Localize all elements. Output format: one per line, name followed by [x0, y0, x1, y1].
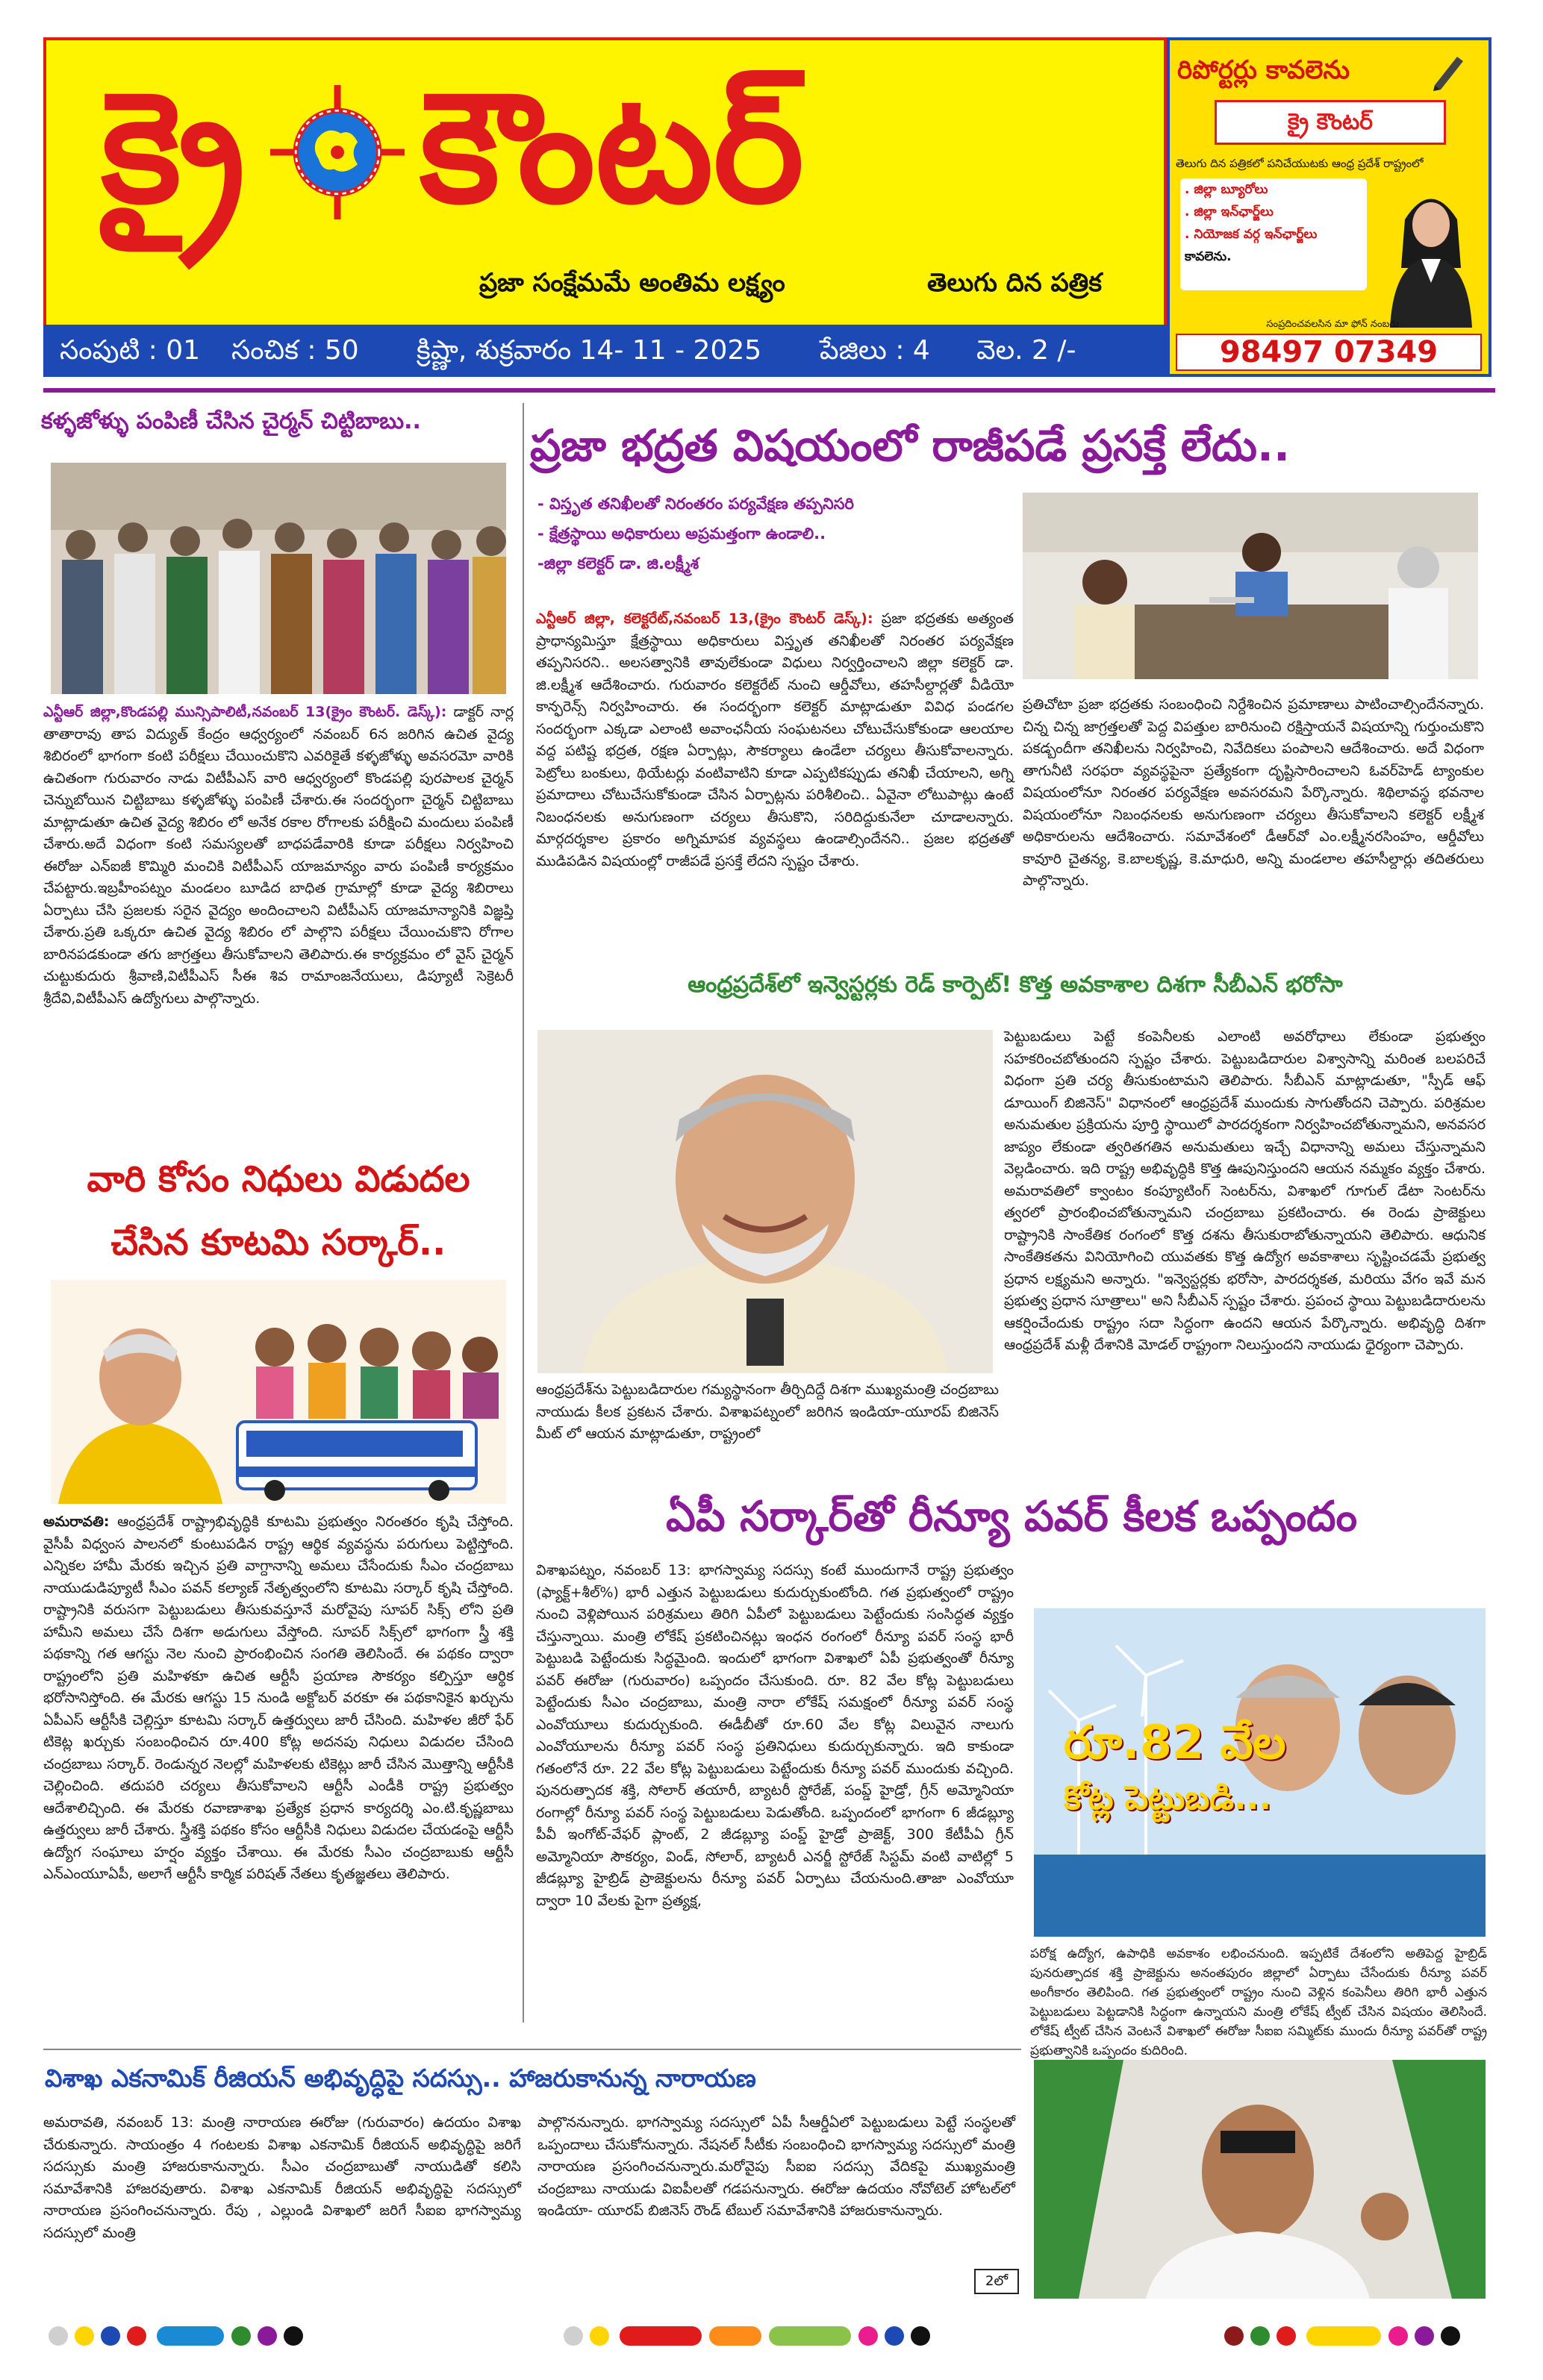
article-2-text: ప్రజా భద్రతకు అత్యంత ప్రాధాన్యమిస్తూ క్షేత్రస్థాయి అధికారులు విస్తృత తనిఖీలతో నిరంతర పర్యవేక్షణ తప్పనిసరని.. అలసత్వానికి తావులేకుండా విధులు నిర్వర్తించాలని జిల్లా కలెక్టర్ డా. జి.లక్ష్మీశ ఆదేశించారు. గురువారం కలెక్టరేట్ నుంచి ఆర్డీవోలు, తహసీల్దార్లతో వీడియో కాన్ఫరెన్స్ నిర్వహించారు. ఈ సందర్భంగా కలెక్టర్ మాట్లాడుతూ వివిధ పండగల సందర్భంగా ఎక్కడా ఎలాంటి అవాంఛనీయ సంఘటనలు చోటుచేసుకోకుండా ఆలయాల వద్ద పటిష్ట భద్రత, రక్షణ ఏర్పాట్లు, సౌకర్యాలు ఉండేలా చర్యలు తీసుకోవాలన్నారు. పెట్రోలు బంకులు, థియేటర్లు వంటివాటిని కూడా ఎప్పటికప్పుడు తనిఖీ చేయాలని, అగ్ని ప్రమాదాలు చోటుచేసుకోకుండా చేసిన ఏర్పాట్లను పరిశీలించి.. ఏవైనా లోటుపాట్లు ఉంటే నిబంధనలకు అనుగుణంగా చర్యలు తీసుకొని, సరిదిద్దుకునేలా చూడాలన్నారు. మార్గదర్శకాల ప్రకారం అగ్నిమాపక వ్యవస్థలు ఉండాల్సిందేనని.. ప్రజల భద్రతతో ముడిపడిన విషయంల్లో రాజీపడే ప్రసక్తే లేదని స్పష్టం చేశారు.	[536, 610, 1014, 869]
article-3-photo	[51, 1280, 506, 1504]
pages-label: పేజిలు : 4	[820, 335, 930, 366]
article-1-photo	[51, 463, 506, 694]
article-5-photo	[1034, 1608, 1486, 1937]
article-6-body-right: పాల్గొననున్నారు. భాగస్వామ్య సదస్సులో ఏపీ సీఆర్డీఏలో పెట్టుబడులు పెట్టే సంస్థలతో ఒప్పందాలు చేసుకోనున్నారు. నేషనల్ సీటీకు సంబంధించి భాగస్వామ్య సదస్సులో మంత్రి నారాయణ ప్రసంగించనున్నారు.మరోవైపు సీఐఐ సదస్సు వేదికపై ముఖ్యమంత్రి చంద్రబాబు నాయుడు విఐపీలతో గడపనున్నారు. ఈరోజు ఉదయం నోవోటెల్ హోటల్‌లో ఇండియా- యూరప్ బిజినెస్ రౌండ్ టేబుల్ సమావేశానికి హాజరుకానున్నారు.	[537, 2114, 1015, 2219]
article-3-title-line1: వారి కోసం నిధులు విడుదల	[87, 1158, 470, 1200]
ad-heading: రిపోర్టర్లు కావలెను	[1177, 55, 1350, 85]
video-conference-illustration	[1023, 493, 1478, 679]
paper-type: తెలుగు దిన పత్రిక	[927, 268, 1102, 298]
continued-marker: 2లో	[974, 2269, 1019, 2294]
masthead-divider	[43, 388, 1495, 393]
left-column-divider	[523, 403, 524, 2023]
place-date-label: క్రిష్ణా, శుక్రవారం 14- 11 - 2025	[417, 335, 762, 366]
reg-bar	[769, 2326, 851, 2346]
article-5-body: విశాఖపట్నం, నవంబర్ 13: భాగస్వామ్య సదస్సు కంటే ముందుగానే రాష్ట్ర ప్రభుత్వం (ఫ్యాక్ట్+శీల్%) భారీ ఎత్తున పెట్టుబడులు కుదుర్చుకుంటోంది. గత ప్రభుత్వంలో రాష్ట్రం నుంచి వెళ్లిపోయిన పరిశ్రమలు తిరిగి ఏపీలో పెట్టుబడులు పెట్టేందుకు సంసిద్ధత వ్యక్తం చేస్తున్నాయి. మంత్రి లోకేష్ ప్రకటించినట్లు ఇంధన రంగంలో రీన్యూ పవర్ సంస్థ భారీ పెట్టుబడి పెట్టేందుకు సిద్ధమైంది. ఇందులో భాగంగా విశాఖలో ఏపీ ప్రభుత్వంతో రీన్యూ పవర్ ఈరోజు (గురువారం) ఒప్పందం చేసుకుంది. రూ. 82 వేల కోట్ల పెట్టుబడులు పెట్టేందుకు సీఎం చంద్రబాబు, మంత్రి నారా లోకేష్ సమక్షంలో రీన్యూ పవర్ సంస్థ ఎంవోయూలు కుదుర్చుకుంది. ఈడీబీతో రూ.60 వేల కోట్ల విలువైన నాలుగు ఎంవోయూలను రీన్యూ పవర్ సంస్థ ప్రతినిధులు కుదుర్చుకున్నారు. ఇది కాకుండా గతంలోనే రూ. 22 వేల కోట్ల పెట్టుబడులు పెట్టేందుకు రీన్యూ పవర్ ముందుకు వచ్చింది. పునరుత్పాదక శక్తి, సోలార్ తయారీ, బ్యాటరీ స్టోరేజ్, పంప్డ్ హైడ్రో, గ్రీన్ అమ్మోనియా రంగాల్లో రీన్యూ పవర్ సంస్థ పెట్టుబడులు పెడుతోంది. ఒప్పందంలో భాగంగా 6 జీడబ్ల్యూ పీవీ ఇంగోట్-వేఫర్ ప్లాంట్, 2 జీడబ్ల్యూ పంప్డ్ హైడ్రో ప్రాజెక్ట్, 300 కేటీపీఏ గ్రీన్ అమ్మోనియా సౌకర్యం, విండ్, సోలార్, బ్యాటరీ ఎనర్జీ స్టోరేజ్ సిస్టమ్ వంటి వాటిల్లో 5 జీడబ్ల్యూ హైబ్రిడ్ ప్రాజెక్టులను రీన్యూ పవర్ ఏర్పాటు చేయనుంది.తాజా ఎంవోయూ ద్వారా 10 వేలకు పైగా ప్రత్యక్ష,	[536, 1562, 1014, 1909]
volume-label: సంపుటి : 01	[60, 335, 201, 366]
reg-dot	[590, 2326, 609, 2346]
article-2-dateline: ఎన్టీఆర్ జిల్లా, కలెక్టరేట్,నవంబర్ 13,(క్రైం కౌంటర్ డెస్క్):	[536, 610, 873, 627]
article-5-body-right: పరోక్ష ఉద్యోగ, ఉపాధికి అవకాశం లభించనుంది. ఇప్పటికే దేశంలోని అతిపెద్ద హైబ్రిడ్ పునరుత్పాదక శక్తి ప్రాజెక్టును అనంతపురం జిల్లాలో ఏర్పాటు చేసేందుకు రీన్యూ పవర్ అంగీకారం తెలిపింది. గత ప్రభుత్వంలో రాష్ట్రం నుంచి వెళ్లిన కంపెనీలు తిరిగి భారీ ఎత్తున పెట్టుబడులు పెట్టడానికి సిద్ధంగా ఉన్నాయని మంత్రి లోకేష్ ట్వీట్ చేసిన విషయం తెలిసిందే. లోకేష్ ట్వీట్ చేసిన వెంటనే విశాఖలో ఈరోజు సీఐఐ సమ్మిట్‌కు ముందు రీన్యూ పవర్‌తో రాష్ట్ర ప్రభుత్వానికి ఒప్పందం కుదిరింది.	[1030, 1946, 1487, 2058]
article-5-title: ఏపీ సర్కార్‌తో రీన్యూ పవర్ కీలక ఒప్పందం	[665, 1493, 1357, 1541]
article-1-text: డాక్టర్ నార్ల తాతారావు తాప విద్యుత్ కేంద్రం ఆధ్వర్యంలో నవంబర్ 6న జరిగిన ఉచిత వైద్య శిబిరంలో భాగంగా కంటి పరీక్షలు చేయించుకొని ఎవరికైతే కళ్ళజోళ్ళు అవసరమో వారికి ఉచితంగా గురువారం నాడు విటీపీఎస్ వారి ఆధ్వర్యంలో కొండపల్లి పురపాలక చైర్మన్ చెన్నుబోయిన చిట్టిబాబు కళ్ళజోళ్ళు పంపిణీ చేశారు.ఈ సందర్భంగా చైర్మన్ చిట్టిబాబు మాట్లాడుతూ ఉచిత వైద్య శిబిరం లో అనేక రకాల రోగాలకు పరీక్షించి మందులు పంపిణీ చేశారు.అదే విధంగా కంటి సమస్యలతో బాధపడేవారికి కూడా పరీక్షలు నిర్వహించి ఈరోజు ఎన్ఐజీ కొమ్మిరి మంచికి విటీపీఎస్ యాజమాన్యం వారు పంపిణీ కార్యక్రమం చేపట్టారు.ఇబ్రహీంపట్నం మండలం బూడిద బాధిత గ్రామాల్లో కూడా వైద్య శిబిరాలు ఏర్పాటు చేసి ప్రజలకు సరైన వైద్యం అందించాలని విటీపీఎస్ యాజమాన్యానికి విజ్ఞప్తి చేశారు.ప్రతి ఒక్కరూ ఉచిత వైద్య శిబిరం లో పాల్గొని పరీక్షలు చేయించుకొని రోగాల బారినపడకుండా తగు జాగ్రత్తలు తీసుకోవాలని తెలిపారు.ఈ కార్యక్రమం లో వైస్ చైర్మన్ చుట్టుకుదురు శ్రీవాణి,విటీపీఎస్ సీఈ శివ రామాంజనేయులు, డిప్యూటీ సెక్రెటరీ శ్రీదేవి,విటీపీఎస్ ఉద్యోగులు పాల్గొన్నారు.	[43, 704, 514, 1007]
minister-illustration	[1034, 2060, 1486, 2299]
reg-dot	[858, 2326, 878, 2346]
article-2-title: ప్రజా భద్రత విషయంలో రాజీపడే ప్రసక్తే లేదు..	[530, 420, 1291, 471]
masthead	[43, 37, 1167, 328]
article-1-body	[43, 702, 514, 1131]
reg-dot	[1250, 2326, 1270, 2346]
ad-phone: 98497 07349	[1219, 335, 1438, 369]
reg-dot	[127, 2326, 146, 2346]
cm-portrait-illustration	[537, 1030, 993, 1373]
ad-item-bureau: . జిల్లా బ్యూరోలు	[1185, 182, 1268, 197]
scheme-poster-illustration	[51, 1280, 506, 1504]
reg-dot	[231, 2326, 251, 2346]
article-4-body: ఆంధ్రప్రదేశ్‌ను పెట్టుబడిదారుల గమ్యస్థానంగా తీర్చిదిద్దే దిశగా ముఖ్యమంత్రి చంద్రబాబు నాయుడు కీలక ప్రకటన చేశారు. విశాఖపట్నంలో జరిగిన ఇండియా-యూరప్ బిజినెస్ మీట్ లో ఆయన మాట్లాడుతూ, రాష్ట్రంలో	[536, 1381, 999, 1442]
article-3-title-line2: చేసిన కూటమి సర్కార్..	[110, 1222, 446, 1264]
ad-contact-label: సంప్రదించవలసిన మా ఫోన్ నంబరు	[1266, 319, 1399, 330]
reg-bar	[620, 2326, 702, 2346]
article-6-body: అమరావతి, నవంబర్ 13: మంత్రి నారాయణ ఈరోజు (గురువారం) ఉదయం విశాఖ చేరుకున్నారు. సాయంత్రం 4 గంటలకు విశాఖ ఎకనామిక్ రీజియన్ అభివృద్ధిపై జరిగే సదస్సుకు మంత్రి హాజరుకానున్నారు. సీఎం చంద్రబాబుతో నాయుడితో కలిసి సమావేశానికి హాజరవుతారు. విశాఖ ఎకనామిక్ రీజియన్ అభివృద్ధిపై సదస్సులో నారాయణ ప్రసంగించనున్నారు. రేపు , ఎల్లుండి విశాఖలో జరిగే సీఐఐ భాగస్వామ్య సదస్సులో మంత్రి	[43, 2114, 521, 2241]
article-1-dateline: ఎన్టీఆర్ జిల్లా,కొండపల్లి మున్సిపాలిటీ,నవంబర్ 13(క్రైం కౌంటర్. డెస్క్):	[43, 704, 447, 720]
ad-intro: తెలుగు దిన పత్రికలో పనిచేయుటకు ఆంధ్ర ప్రదేశ్ రాష్ట్రంలో	[1176, 157, 1424, 170]
article-2-body	[536, 608, 1014, 1004]
article-2-bullet-1: - విస్తృత తనిఖీలతో నిరంతరం పర్యవేక్షణ తప్పనిసరి	[537, 495, 854, 513]
article-2-photo	[1023, 493, 1478, 679]
reg-dot	[1441, 2326, 1460, 2346]
tagline: ప్రజా సంక్షేమమే అంతిమ లక్ష్యం	[479, 268, 785, 298]
reg-dot	[1224, 2326, 1244, 2346]
article-3-dateline: అమరావతి:	[43, 1514, 110, 1530]
reg-bar	[157, 2326, 224, 2346]
ad-closing: కావలెను.	[1185, 249, 1232, 264]
ad-item-constituency-incharge: . నియోజక వర్గ ఇన్‌ఛార్జ్‌లు	[1185, 227, 1318, 242]
reg-bar	[1306, 2326, 1381, 2346]
reporters-ad	[1167, 37, 1491, 377]
article-2-bullets	[537, 489, 1000, 601]
reg-dot	[564, 2326, 583, 2346]
logo-right-text: కౌంటర్	[420, 60, 804, 237]
ad-brand-box	[1215, 100, 1446, 145]
article-2-body-cont: ప్రతిచోటా ప్రజా భద్రతకు సంబంధించి నిర్దేశించిన ప్రమాణాలు పాటించాల్సిందేనన్నారు. చిన్న చిన్న జాగ్రత్తలతో పెద్ద విపత్తుల బారినుంచి రక్షిస్తాయనే విషయాన్ని గుర్తుంచుకొని పకడ్బందీగా తనిఖీలను నిర్వహించి, నివేదికలు పంపాలని ఆదేశించారు. అదే విధంగా తాగునీటి సరఫరా వ్యవస్థపైనా ప్రత్యేకంగా దృష్టిసారించాలని ఓవర్‌హెడ్ ట్యాంకుల విషయంలోనూ నిరంతర పర్యవేక్షణ అవసరమని పేర్కొన్నారు. శిథిలావస్థ భవనాల విషయంలోనూ నిబంధనలకు అనుగుణంగా చర్యలు తీసుకోవాలని కలెక్టర్ లక్ష్మీశ అధికారులను ఆదేశించారు. సమావేశంలో డీఆర్‌వో ఎం.లక్ష్మీనరసింహం, ఆర్డీవోలు కావూరి చైతన్య, కె.బాలకృష్ణ, కె.మాధురి, అన్ని మండలాల తహసీల్దార్లు తదితరులు పాల్గొన్నారు.	[1023, 696, 1484, 889]
crosshair-globe-icon	[270, 85, 405, 219]
ad-phone-box	[1176, 334, 1482, 371]
price-label: వెల. 2 /-	[976, 335, 1076, 366]
reg-dot	[1388, 2326, 1408, 2346]
reg-dot	[75, 2326, 94, 2346]
reg-dot	[911, 2326, 930, 2346]
article-4-title: ఆంధ్రప్రదేశ్‌లో ఇన్వెస్టర్లకు రెడ్ కార్పెట్! కొత్త అవకాశాల దిశగా సీబీఎన్ భరోసా	[688, 972, 1343, 998]
reg-dot	[284, 2326, 303, 2346]
reg-dot	[885, 2326, 904, 2346]
group-photo-illustration	[51, 463, 506, 694]
article-1-title: కళ్ళజోళ్ళు పంపిణీ చేసిన చైర్మన్ చిట్టిబాబు..	[41, 408, 421, 434]
renew-caption-line2: కోట్ల పెట్టుబడి...	[1064, 1779, 1272, 1817]
reg-bar	[709, 2326, 761, 2346]
article-3-text: ఆంధ్రప్రదేశ్ రాష్ట్రాభివృద్ధికి కూటమి ప్రభుత్వం నిరంతరం కృషి చేస్తోంది. వైసీపీ విధ్వంస పాలనలో కుంటుపడిన రాష్ట్ర ఆర్థిక వ్యవస్థను పరుగులు పెట్టిస్తోంది. ఎన్నికల హామీ మేరకు ఇచ్చిన ప్రతి వాగ్దానాన్ని అమలు చేసేందుకు సీఎం చంద్రబాబు నాయుడుడిప్యూటీ సీఎం పవన్ కల్యాణ్ నేతృత్వంలోని కూటమి సర్కార్ కృషి చేస్తోంది. రాష్ట్రానికి వరుసగా పెట్టుబడులు తీసుకువస్తూనే మరోవైపు సూపర్ సిక్స్ లోని ప్రతి హామీని అమలు చేసే దిశగా అడుగులు వేస్తోంది. సూపర్ సిక్స్‌లో భాగంగా స్త్రీ శక్తి పథకాన్ని గత ఆగస్టు నెల నుంచి ప్రారంభించిన సంగతి తెలిసిందే. ఈ పథకం ద్వారా రాష్ట్రంలోని ప్రతి మహిళకూ ఉచిత ఆర్టీసీ ప్రయాణ సౌకర్యం కల్పిస్తూ ఆర్థిక భరోసానిస్తోంది. ఈ మేరకు ఆగస్టు 15 నుండి అక్టోబర్ వరకూ ఈ పథకానికైన ఖర్చును ఏపీఎస్ ఆర్టీసీకి చెల్లిస్తూ కూటమి సర్కార్ ఉత్తర్వులు జారీ చేసింది. మహిళల జీరో ఫేర్ టికెట్ల ఖర్చుకు సంబంధించిన రూ.400 కోట్ల అదనపు నిధులు విడుదల చేసింది చంద్రబాబు సర్కార్. రెండున్నర నెలల్లో మహిళలకు టికెట్లు జారీ చేసిన మొత్తాన్ని ఆర్టీసీకి చెల్లించింది. తదుపరి చర్యలు తీసుకోవాలని ఆర్టీసీ ఎండీకి రాష్ట్ర ప్రభుత్వం ఆదేశాలిచ్చింది. ఈ మేరకు రవాణాశాఖ ప్రత్యేక ప్రధాన కార్యదర్శి ఎం.టి.కృష్ణబాబు ఉత్తర్వులు జారీ చేశారు. స్త్రీశక్తి పథకం కోసం ఆర్టీసీకి నిధులు విడుదల చేయడంపై ఆర్టీసీ ఉద్యోగ సంఘాలు హర్షం వ్యక్తం చేశాయి. ఈ మేరకు సీఎం చంద్రబాబుకు ఆర్టీసీ ఎన్ఎంయూఏపీ, అలాగే ఆర్టీసీ కార్మిక పరిషత్ నేతలు కృతజ్ఞతలు తెలిపారు.	[43, 1514, 514, 1882]
issue-label: సంచిక : 50	[231, 335, 359, 366]
article-4-photo	[537, 1030, 993, 1373]
footer-color-marks	[0, 2314, 1543, 2358]
article-4-body-right: పెట్టుబడులు పెట్టే కంపెనీలకు ఎలాంటి అవరోధాలు లేకుండా ప్రభుత్వం సహకరించబోతుందని స్పష్టం చేశారు. పెట్టుబడిదారుల విశ్వాసాన్ని మరింత బలపరిచే విధంగా ప్రతి చర్య తీసుకుంటామని తెలిపారు. సీబీఎన్ మాట్లాడుతూ, "స్పీడ్ ఆఫ్ డూయింగ్ బిజినెస్" విధానంలో ఆంధ్రప్రదేశ్ ముందుకు సాగుతోందని చెప్పారు. పరిశ్రమల అనుమతుల ప్రక్రియను పూర్తి స్థాయిలో పారదర్శకంగా నిర్వహించబోతున్నామని, అనవసర జాప్యం లేకుండా త్వరితగతిన అనుమతులు ఇచ్చే విధానాన్ని అమలు చేస్తున్నామని వెల్లడించారు. ఇది రాష్ట్ర అభివృద్ధికి కొత్త ఊపునిస్తుందని ఆయన నమ్మకం వ్యక్తం చేశారు. అమరావతిలో క్వాంటం కంప్యూటింగ్ సెంటర్‌ను, విశాఖలో గూగుల్ డేటా సెంటర్‌ను త్వరలో ప్రారంభించబోతున్నామని చంద్రబాబు ప్రకటించారు. ఈ రెండు ప్రాజెక్టులు రాష్ట్రానికి సాంకేతిక రంగంలో కొత్త దశను తీసుకురాబోతున్నాయని తెలిపారు. ఆధునిక సాంకేతికతను వినియోగించి యువతకు కొత్త ఉద్యోగ అవకాశాలు సృష్టించడమే ప్రభుత్వ ప్రధాన లక్ష్యమని అన్నారు. "ఇన్వెస్టర్లకు భరోసా, పారదర్శకత, మరియు వేగం ఇవే మన ప్రభుత్వ ప్రధాన సూత్రాలు" అని సీబీఎన్ స్పష్టం చేశారు. ప్రపంచ స్థాయి పెట్టుబడిదారులను ఆకర్షించేందుకు రాష్ట్రం సదా సిద్ధంగా ఉందని ఆయన పేర్కొన్నారు. అభివృద్ధి దిశగా ఆంధ్రప్రదేశ్ మళ్లీ దేశానికి మోడల్ రాష్ట్రంగా నిలుస్తుందని నాయుడు ధైర్యంగా చెప్పారు.	[1004, 1028, 1486, 1353]
logo-left-text: క్రై	[101, 60, 246, 237]
renew-caption-box	[1064, 1713, 1310, 1840]
ad-items	[1180, 178, 1367, 290]
renew-caption-line1: రూ.82 వేల	[1064, 1715, 1286, 1770]
article-2-bullet-2: - క్షేత్రస్థాయి అధికారులు అప్రమత్తంగా ఉండాలి..	[537, 525, 826, 543]
ad-model-photo	[1375, 175, 1487, 331]
ad-brand: క్రై కౌంటర్	[1287, 109, 1374, 135]
article-2-bullet-3: -జిల్లా కలెక్టర్ డా. జి.లక్ష్మీశ	[537, 555, 699, 572]
reg-dot	[1415, 2326, 1434, 2346]
ad-item-district-incharge: . జిల్లా ఇన్‌ఛార్జ్‌లు	[1185, 204, 1274, 219]
reg-dot	[1277, 2326, 1296, 2346]
reg-dot	[49, 2326, 68, 2346]
article-6-title: విశాఖ ఎకనామిక్ రీజియన్ అభివృద్ధిపై సదస్సు.. హాజరుకానున్న నారాయణ	[45, 2064, 756, 2093]
info-bar	[43, 325, 1167, 377]
article-6-photo	[1034, 2060, 1486, 2299]
article-6-top-rule	[43, 2049, 1021, 2050]
article-3-body	[43, 1511, 514, 2019]
reg-dot	[258, 2326, 277, 2346]
reg-dot	[101, 2326, 120, 2346]
pen-hand-icon	[1427, 48, 1472, 93]
